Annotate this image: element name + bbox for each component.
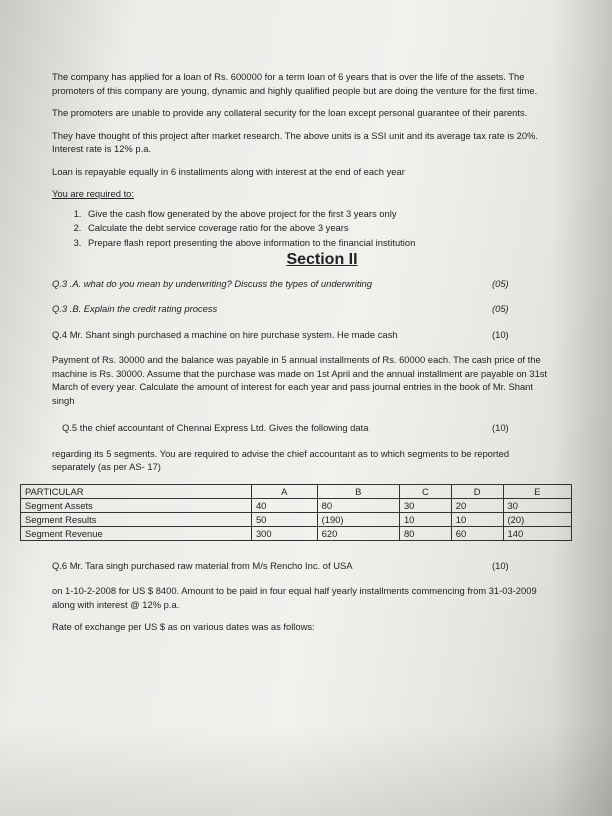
table-cell: 50 bbox=[251, 512, 317, 526]
table-cell: 140 bbox=[503, 526, 571, 540]
question-4-body: Payment of Rs. 30000 and the balance was payable in 5 annual installments of Rs. 60000 each. The cash price of the machine is Rs. 30000. Assume that the purchase was made on 1st April and the annual installment are payable on 31st March of every year. Calculate the amount of interest for each year and pass journal entries in the book of Mr. Shant singh bbox=[52, 354, 548, 406]
table-row bbox=[21, 512, 572, 526]
table-header-cell: E bbox=[503, 484, 571, 498]
table-cell: 620 bbox=[317, 526, 399, 540]
table-cell: (20) bbox=[503, 512, 571, 526]
table-header-cell: A bbox=[251, 484, 317, 498]
question-3b-text: Q.3 .B. Explain the credit rating process bbox=[52, 303, 218, 314]
intro-paragraph-research: They have thought of this project after market research. The above units is a SSI unit and its average tax rate is 20%. Interest rate is 12% p.a. bbox=[52, 129, 539, 154]
question-3a-marks: (05) bbox=[492, 277, 509, 289]
table-cell: 10 bbox=[399, 512, 451, 526]
table-cell: 80 bbox=[317, 498, 399, 512]
table-header-cell: B bbox=[317, 484, 399, 498]
question-3b-marks: (05) bbox=[492, 303, 509, 314]
question-6-text: Q.6 Mr. Tara singh purchased raw material from M/s Rencho Inc. of USA bbox=[52, 559, 353, 571]
table-cell: 300 bbox=[251, 526, 317, 540]
segment-table bbox=[20, 484, 572, 541]
table-header-cell: PARTICULAR bbox=[21, 484, 252, 498]
question-6-body: on 1-10-2-2008 for US $ 8400. Amount to be paid in four equal half yearly installments commencing from 31-03-2009 along with interest @ 12% p.a. bbox=[52, 585, 537, 610]
question-6-exchange: Rate of exchange per US $ as on various dates was as follows: bbox=[52, 621, 315, 632]
table-cell: 30 bbox=[503, 498, 571, 512]
requirement-item: 3. Prepare flash report presenting the above information to the financial institution bbox=[84, 236, 552, 250]
required-heading: You are required to: bbox=[52, 188, 135, 199]
question-6-marks: (10) bbox=[492, 559, 509, 571]
question-4-marks: (10) bbox=[492, 328, 509, 340]
section-title: Section II bbox=[286, 251, 358, 268]
question-5 bbox=[52, 421, 552, 435]
table-cell: 40 bbox=[251, 498, 317, 512]
question-3a bbox=[52, 277, 552, 291]
table-row bbox=[21, 498, 572, 512]
question-3a-text: Q.3 .A. what do you mean by underwriting? Discuss the types of underwriting bbox=[52, 277, 372, 289]
intro-paragraph-loan: The company has applied for a loan of Rs. 600000 for a term loan of 6 years that is over the life of the assets. The promoters of this company are young, dynamic and highly qualified people but are doing the venture for the first time. bbox=[52, 71, 538, 96]
question-5-body: regarding its 5 segments. You are required to advise the chief accountant as to which segments to be reported separately (as per AS- 17) bbox=[52, 447, 510, 472]
table-header-cell: C bbox=[399, 484, 451, 498]
question-4 bbox=[52, 328, 552, 342]
table-row bbox=[21, 526, 572, 540]
table-cell: Segment Assets bbox=[21, 498, 252, 512]
table-cell: 60 bbox=[451, 526, 503, 540]
table-cell: (190) bbox=[317, 512, 399, 526]
table-cell: 30 bbox=[399, 498, 451, 512]
requirement-item: 2. Calculate the debt service coverage ratio for the above 3 years bbox=[84, 221, 552, 235]
table-cell: 10 bbox=[451, 512, 503, 526]
table-header-cell: D bbox=[451, 484, 503, 498]
question-4-text: Q.4 Mr. Shant singh purchased a machine on hire purchase system. He made cash bbox=[52, 328, 398, 340]
question-6 bbox=[52, 559, 552, 573]
question-3b bbox=[52, 302, 552, 316]
table-cell: 20 bbox=[451, 498, 503, 512]
intro-paragraph-repayment: Loan is repayable equally in 6 installments along with interest at the end of each year bbox=[52, 165, 405, 177]
table-cell: Segment Revenue bbox=[21, 526, 252, 540]
table-cell: Segment Results bbox=[21, 512, 252, 526]
table-cell: 80 bbox=[399, 526, 451, 540]
question-5-text: Q.5 the chief accountant of Chennai Express Ltd. Gives the following data bbox=[62, 422, 369, 433]
question-5-marks: (10) bbox=[492, 422, 509, 433]
requirements-list bbox=[52, 207, 552, 250]
requirement-item: 1. Give the cash flow generated by the above project for the first 3 years only bbox=[84, 207, 552, 221]
intro-paragraph-collateral: The promoters are unable to provide any collateral security for the loan except personal guarantee of their parents. bbox=[52, 107, 528, 118]
table-header-row bbox=[21, 484, 572, 498]
